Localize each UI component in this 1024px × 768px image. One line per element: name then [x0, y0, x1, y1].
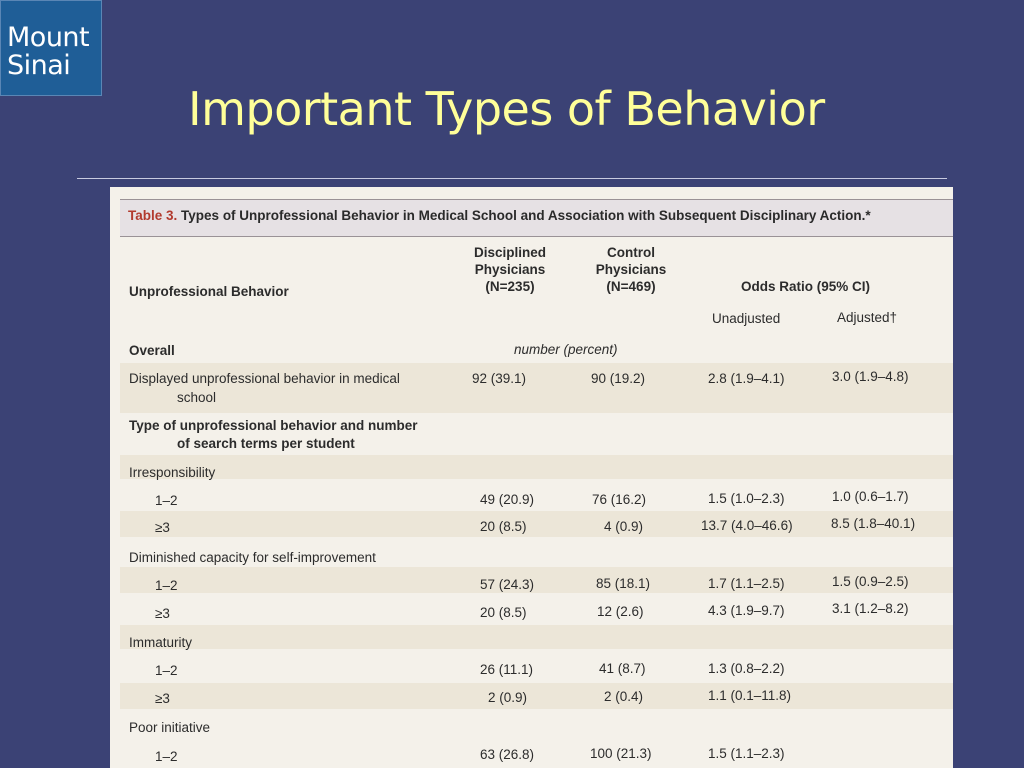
row-band [120, 511, 953, 537]
group-label: Irresponsibility [129, 465, 216, 480]
cell-adjusted: 8.5 (1.8–40.1) [831, 516, 916, 531]
header-disciplined-line3: (N=235) [485, 279, 535, 294]
cell-adjusted: 1.0 (0.6–1.7) [832, 489, 909, 504]
cell-unadjusted: 1.5 (1.0–2.3) [708, 491, 785, 506]
cell-control: 2 (0.4) [604, 689, 644, 704]
header-disciplined [465, 244, 555, 295]
header-adjusted: Adjusted† [837, 310, 898, 325]
cell-unadjusted: 1.7 (1.1–2.5) [708, 576, 785, 591]
header-control [586, 244, 676, 295]
header-control-line1: Control [607, 245, 655, 260]
row-band [120, 683, 953, 709]
overall-control: 90 (19.2) [591, 371, 646, 386]
table-caption [120, 199, 953, 237]
overall-disciplined: 92 (39.1) [472, 371, 527, 386]
title-divider [77, 178, 947, 179]
row-band [120, 567, 953, 593]
logo-line-2: Sinai [7, 50, 71, 81]
header-disciplined-line1: Disciplined [473, 245, 546, 260]
cell-disciplined: 2 (0.9) [488, 690, 528, 705]
cell-disciplined: 49 (20.9) [480, 492, 535, 507]
cell-control: 41 (8.7) [599, 661, 646, 676]
header-odds-ratio: Odds Ratio (95% CI) [741, 279, 871, 294]
table-caption-text: Types of Unprofessional Behavior in Medical School and Association with Subsequent Disciplinary Action.* [181, 208, 871, 223]
unit-note: number (percent) [514, 342, 618, 357]
cell-control: 12 (2.6) [597, 604, 644, 619]
logo-line-1: Mount [7, 22, 90, 53]
row-band [120, 625, 953, 649]
cell-disciplined: 20 (8.5) [480, 519, 527, 534]
row-label: ≥3 [155, 520, 170, 535]
slide-title: Important Types of Behavior [188, 82, 825, 136]
cell-unadjusted: 1.1 (0.1–11.8) [708, 688, 792, 703]
group-label: Poor initiative [129, 720, 211, 735]
mount-sinai-logo [0, 0, 102, 96]
cell-unadjusted: 1.5 (1.1–2.3) [708, 746, 785, 761]
header-disciplined-line2: Physicians [474, 262, 546, 277]
section-label: Type of unprofessional behavior and number [129, 418, 418, 433]
cell-disciplined: 57 (24.3) [480, 577, 535, 592]
cell-control: 100 (21.3) [590, 746, 652, 761]
group-label: Diminished capacity for self-improvement [129, 550, 376, 565]
overall-adjusted: 3.0 (1.9–4.8) [832, 369, 909, 384]
row-label: ≥3 [155, 691, 170, 706]
table-number: Table 3. [128, 208, 178, 223]
cell-unadjusted: 4.3 (1.9–9.7) [708, 603, 785, 618]
section-label-cont: of search terms per student [177, 436, 355, 451]
overall-row-label-cont: school [177, 390, 217, 405]
header-unadjusted: Unadjusted [712, 311, 781, 326]
overall-unadjusted: 2.8 (1.9–4.1) [708, 371, 785, 386]
group-label: Immaturity [129, 635, 193, 650]
header-row-label: Unprofessional Behavior [129, 284, 289, 299]
cell-adjusted: 3.1 (1.2–8.2) [832, 601, 909, 616]
row-label: 1–2 [155, 493, 178, 508]
cell-unadjusted: 13.7 (4.0–46.6) [701, 518, 793, 533]
row-label: 1–2 [155, 578, 178, 593]
header-control-line2: Physicians [595, 262, 667, 277]
header-control-line3: (N=469) [606, 279, 656, 294]
cell-control: 85 (18.1) [596, 576, 651, 591]
cell-control: 4 (0.9) [604, 519, 644, 534]
table-photo [110, 187, 953, 768]
cell-adjusted: 1.5 (0.9–2.5) [832, 574, 909, 589]
row-label: ≥3 [155, 606, 170, 621]
cell-disciplined: 20 (8.5) [480, 605, 527, 620]
row-label: 1–2 [155, 749, 178, 764]
overall-row-label: Displayed unprofessional behavior in medical [129, 371, 400, 386]
row-band [120, 455, 953, 479]
cell-control: 76 (16.2) [592, 492, 647, 507]
cell-unadjusted: 1.3 (0.8–2.2) [708, 661, 785, 676]
cell-disciplined: 26 (11.1) [480, 662, 534, 677]
row-label: 1–2 [155, 663, 178, 678]
overall-label: Overall [129, 343, 175, 358]
cell-disciplined: 63 (26.8) [480, 747, 535, 762]
